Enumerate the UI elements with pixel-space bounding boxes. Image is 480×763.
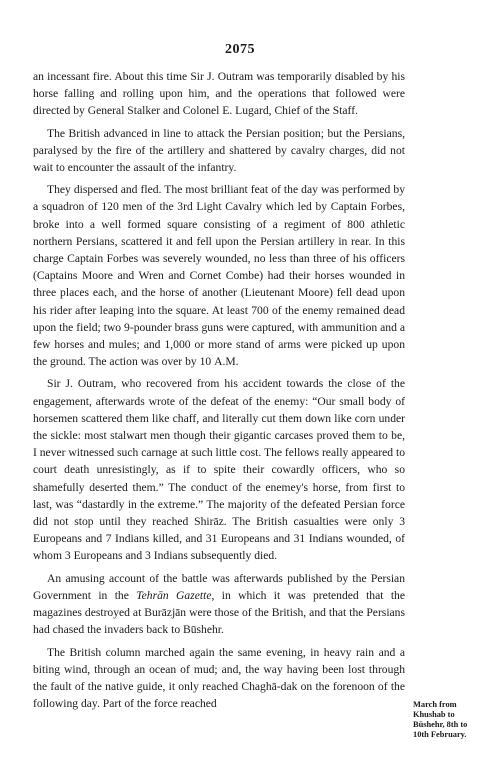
paragraph-3-text: They dispersed and fled. The most brilliant feat of the day was performed by a squadron of 120 men of the 3rd Light Cavalry which led by Captain Forbes, broke into a well formed square consisting of a regiment of 800 athletic northern Persians, scattered it and fell upon the Persian artillery in rear. In this charge Captain Forbes was severely wounded, no less than three of his officers (Captains Moore and Wren and Cornet Combe) had their horses wounded in three places each, and the horse of another (Lieutenant Moore) fell dead upon his rider after leaping into the square. At least 700 of the enemy remained dead upon the field; two 9-pounder brass guns were captured, with ammunition and a few horses and mules; and 1,000 or more stand of arms were picked up upon the ground. The action was over by 10 [33, 183, 405, 369]
page-body [33, 68, 405, 717]
paragraph-2: The British advanced in line to attack the Persian position; but the Persians, paralysed by the fire of the artillery and shattered by cavalry charges, did not wait to encounter the assault of the infantry. [33, 126, 405, 175]
page-number: 2075 [225, 42, 255, 57]
gazette-title: Tehrān Gazette [136, 588, 212, 602]
paragraph-1: an incessant fire. About this time Sir J. Outram was temporarily disabled by his horse falling and rolling upon him, and the operations that followed were directed by General Stalker and Colonel E. Lugard, Chief of the Staff. [33, 70, 405, 118]
margin-note: March from Khushab to Būshehr, 8th to 10th February. [413, 700, 468, 739]
paragraph-4: Sir J. Outram, who recovered from his accident towards the close of the engagement, afterwards wrote of the defeat of the enemy: “Our small body of horsemen scattered them like chaff, and literally cut them down like corn under the sickle: most stalwart men though their gigantic carcases proved them to be, I never witnessed such carnage at such little cost. The fellows really appeared to court death unresistingly, as if to spite their cowardly officers, who so shamefully deserted them.” The conduct of the enemey's horse, from first to last, was “dastardly in the extreme.” The majority of the defeated Persian force did not stop until they reached Shirāz. The British casualties were only 3 Europeans and 7 Indians killed, and 31 Europeans and 31 Indians wounded, of whom 3 Europeans and 3 Indians subsequently died. [33, 377, 405, 563]
paragraph-3 [33, 181, 405, 370]
time-suffix: A.M. [214, 355, 239, 369]
paragraph-5-rest: , in which it was pretended that the magazines destroyed at Burāzjān were those of the British, and that the Persians had chased the invaders back to Būshehr. [33, 588, 405, 637]
paragraph-5 [33, 570, 405, 639]
paragraph-5-text: An amusing account of the battle was afterwards published by the Persian Government in the [33, 571, 405, 602]
paragraph-6: The British column marched again the same evening, in heavy rain and a biting wind, through an ocean of mud; and, the way having been lost through the fault of the native guide, it only reached Chaghā-dak on the forenoon of the following day. Part of the force reached [33, 645, 405, 711]
